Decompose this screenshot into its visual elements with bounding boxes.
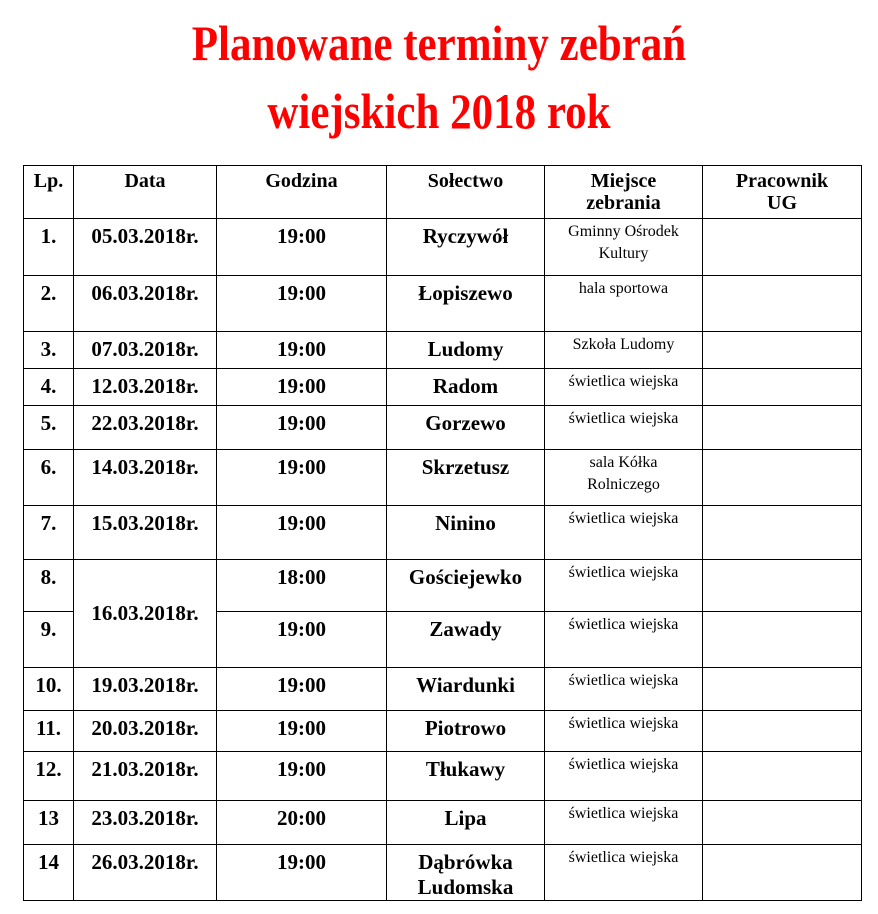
cell-lp: 12. [24,752,74,801]
meetings-schedule-table [23,165,862,901]
cell-lp: 8. [24,560,74,612]
cell-godzina: 19:00 [217,612,387,668]
cell-lp: 2. [24,276,74,332]
cell-pracownik [703,450,862,506]
cell-solectwo: Piotrowo [387,711,545,752]
cell-miejsce: hala sportowa [545,276,703,332]
header-godzina: Godzina [217,166,387,219]
cell-data: 22.03.2018r. [74,406,217,450]
table-row [24,332,862,369]
cell-solectwo: Tłukawy [387,752,545,801]
table-header-row [24,166,862,219]
cell-godzina: 19:00 [217,406,387,450]
cell-data: 15.03.2018r. [74,506,217,560]
cell-pracownik [703,668,862,711]
cell-data: 07.03.2018r. [74,332,217,369]
cell-miejsce: świetlica wiejska [545,711,703,752]
cell-solectwo: Łopiszewo [387,276,545,332]
cell-solectwo: Wiardunki [387,668,545,711]
cell-miejsce: świetlica wiejska [545,752,703,801]
cell-data: 23.03.2018r. [74,801,217,845]
cell-pracownik [703,506,862,560]
cell-miejsce: świetlica wiejska [545,612,703,668]
cell-godzina: 19:00 [217,332,387,369]
cell-solectwo: Gościejewko [387,560,545,612]
cell-pracownik [703,845,862,901]
cell-godzina: 19:00 [217,450,387,506]
cell-solectwo: Ninino [387,506,545,560]
cell-data: 14.03.2018r. [74,450,217,506]
table-row [24,801,862,845]
table-row [24,406,862,450]
header-solectwo: Sołectwo [387,166,545,219]
cell-miejsce: Szkoła Ludomy [545,332,703,369]
cell-data: 21.03.2018r. [74,752,217,801]
cell-pracownik [703,801,862,845]
cell-pracownik [703,711,862,752]
table-row [24,506,862,560]
cell-godzina: 19:00 [217,219,387,276]
header-data: Data [74,166,217,219]
cell-miejsce: świetlica wiejska [545,406,703,450]
header-lp: Lp. [24,166,74,219]
cell-miejsce: świetlica wiejska [545,506,703,560]
cell-pracownik [703,752,862,801]
document-title-line2: wiejskich 2018 rok [267,83,611,139]
cell-miejsce: świetlica wiejska [545,668,703,711]
cell-miejsce: sala Kółka Rolniczego [545,450,703,506]
table-row [24,560,862,612]
cell-pracownik [703,369,862,406]
cell-solectwo: Radom [387,369,545,406]
cell-lp: 14 [24,845,74,901]
cell-data: 12.03.2018r. [74,369,217,406]
cell-lp: 10. [24,668,74,711]
cell-godzina: 19:00 [217,276,387,332]
cell-solectwo: Skrzetusz [387,450,545,506]
table-row [24,369,862,406]
cell-solectwo: Ludomy [387,332,545,369]
table-row [24,845,862,901]
cell-data: 05.03.2018r. [74,219,217,276]
cell-solectwo: Dąbrówka Ludomska [387,845,545,901]
cell-lp: 6. [24,450,74,506]
document-title-line1: Planowane terminy zebrań [191,15,687,71]
cell-godzina: 18:00 [217,560,387,612]
cell-lp: 3. [24,332,74,369]
cell-lp: 9. [24,612,74,668]
cell-lp: 13 [24,801,74,845]
cell-godzina: 19:00 [217,752,387,801]
cell-data: 06.03.2018r. [74,276,217,332]
cell-godzina: 19:00 [217,711,387,752]
table-row [24,219,862,276]
table-row [24,668,862,711]
cell-solectwo: Ryczywół [387,219,545,276]
cell-lp: 4. [24,369,74,406]
cell-data: 20.03.2018r. [74,711,217,752]
cell-pracownik [703,332,862,369]
table-row [24,276,862,332]
cell-godzina: 20:00 [217,801,387,845]
table-row [24,450,862,506]
cell-godzina: 19:00 [217,369,387,406]
table-row [24,711,862,752]
cell-pracownik [703,612,862,668]
cell-data: 19.03.2018r. [74,668,217,711]
cell-miejsce: świetlica wiejska [545,801,703,845]
cell-miejsce: świetlica wiejska [545,369,703,406]
cell-miejsce: świetlica wiejska [545,560,703,612]
header-miejsce: Miejsce zebrania [545,166,703,219]
cell-lp: 7. [24,506,74,560]
cell-miejsce: Gminny Ośrodek Kultury [545,219,703,276]
cell-lp: 5. [24,406,74,450]
cell-godzina: 19:00 [217,668,387,711]
cell-lp: 1. [24,219,74,276]
cell-godzina: 19:00 [217,506,387,560]
table-row [24,752,862,801]
cell-pracownik [703,406,862,450]
cell-solectwo: Zawady [387,612,545,668]
cell-lp: 11. [24,711,74,752]
cell-data-merged: 16.03.2018r. [74,560,217,668]
cell-godzina: 19:00 [217,845,387,901]
cell-data: 26.03.2018r. [74,845,217,901]
header-pracownik: Pracownik UG [703,166,862,219]
cell-pracownik [703,276,862,332]
cell-miejsce: świetlica wiejska [545,845,703,901]
cell-pracownik [703,560,862,612]
cell-solectwo: Lipa [387,801,545,845]
cell-solectwo: Gorzewo [387,406,545,450]
cell-pracownik [703,219,862,276]
